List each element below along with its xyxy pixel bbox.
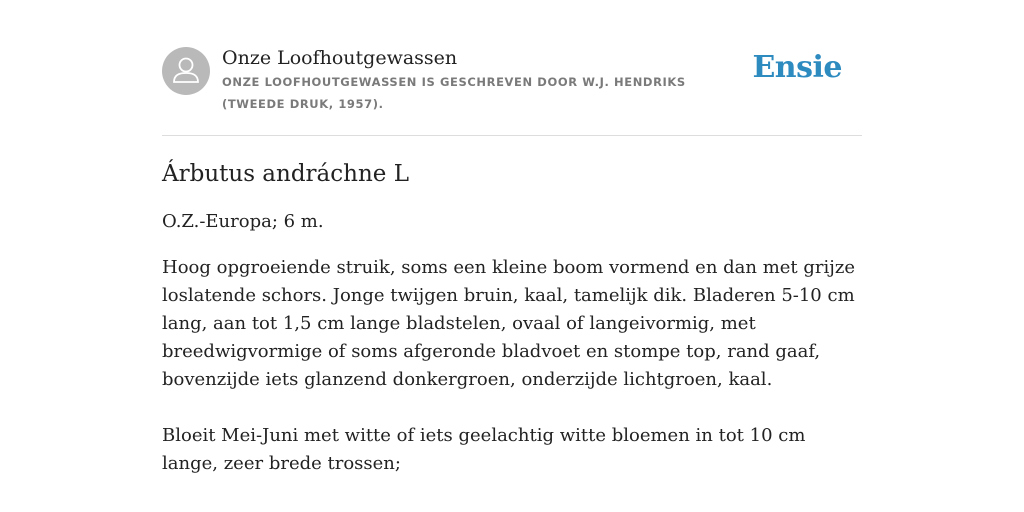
entry-title: Árbutus andráchne L xyxy=(162,161,409,187)
entry-body xyxy=(162,254,862,478)
user-icon[interactable] xyxy=(162,47,210,95)
source-header xyxy=(162,44,862,136)
entry-paragraph: Bloeit Mei-Juni met witte of iets geelachtig witte bloemen in tot 10 cm lange, zeer brede trossen; xyxy=(162,425,806,474)
ensie-logo[interactable]: Ensie xyxy=(752,50,842,85)
entry-paragraph: Hoog opgroeiende struik, soms een kleine boom vormend en dan met grijze loslatende schors. Jonge twijgen bruin, kaal, tamelijk dik. Bladeren 5-10 cm lang, aan tot 1,5 cm lange bladstelen, ovaal of langeivormig, met breedwigvormige of soms afgeronde bladvoet en stompe top, rand gaaf, bovenzijde iets glanzend donkergroen, onderzijde lichtgroen, kaal. xyxy=(162,257,855,390)
entry-content xyxy=(162,158,862,478)
entry-meta: O.Z.-Europa; 6 m. xyxy=(162,211,324,232)
source-title[interactable]: Onze Loofhoutgewassen xyxy=(222,47,458,69)
source-description: ONZE LOOFHOUTGEWASSEN IS GESCHREVEN DOOR W.J. HENDRIKS (TWEEDE DRUK, 1957). xyxy=(222,75,686,111)
